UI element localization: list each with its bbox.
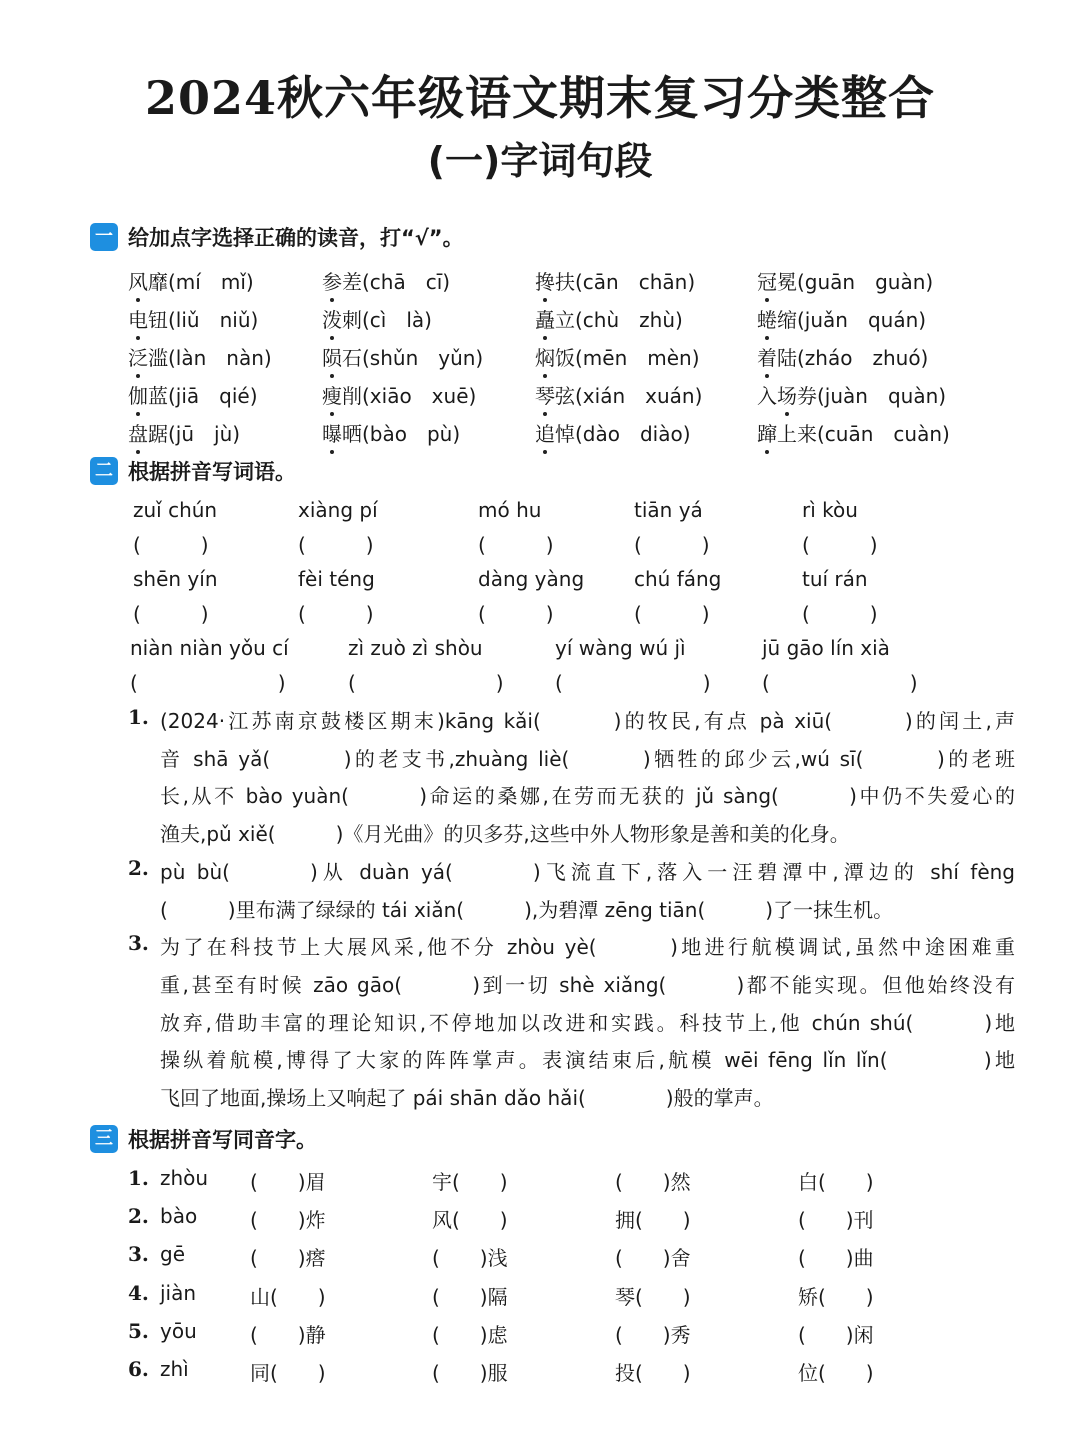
dotted-word: 蹿上来 xyxy=(757,422,817,446)
reading-item xyxy=(535,304,683,333)
pinyin-word: mó hu xyxy=(478,498,542,522)
answer-blank[interactable]: ( ) xyxy=(348,671,504,695)
dotted-word-wrap xyxy=(128,304,168,333)
answer-blank[interactable]: ( ) xyxy=(478,602,554,626)
paragraph-line: 放弃,借助丰富的理论知识,不停地加以改进和实践。科技节上,他 chún shú( )地 xyxy=(160,1010,1015,1035)
dotted-word: 盘踞 xyxy=(128,422,168,446)
dotted-word-wrap xyxy=(757,380,817,409)
section-2-heading xyxy=(90,456,296,486)
dotted-word: 电钮 xyxy=(128,308,168,332)
emphasis-dot-icon xyxy=(543,374,547,378)
dotted-word-wrap xyxy=(128,342,168,371)
row-pinyin: bào xyxy=(160,1204,198,1229)
reading-options: (xián xuán) xyxy=(575,384,703,408)
emphasis-dot-icon xyxy=(136,412,140,416)
reading-options: (shǔn yǔn) xyxy=(362,346,484,370)
row-pinyin: zhì xyxy=(160,1357,189,1381)
answer-blank[interactable]: ( ) xyxy=(802,533,878,557)
dotted-word: 泛滥 xyxy=(128,346,168,370)
homophone-blank[interactable]: 白( ) xyxy=(798,1170,874,1194)
dotted-word-wrap xyxy=(322,266,362,295)
pinyin-word: zuǐ chún xyxy=(133,498,218,522)
homophone-blank[interactable]: 投( ) xyxy=(615,1361,691,1385)
reading-options: (guān guàn) xyxy=(797,270,934,294)
reading-options: (làn nàn) xyxy=(168,346,272,370)
homophone-blank[interactable]: 位( ) xyxy=(798,1361,874,1385)
reading-options: (xiāo xuē) xyxy=(362,384,477,408)
dotted-word: 冠冕 xyxy=(757,270,797,294)
pinyin-word: shēn yín xyxy=(133,567,218,591)
homophone-blank[interactable]: ( )刊 xyxy=(798,1208,874,1233)
homophone-blank[interactable]: ( )服 xyxy=(432,1361,508,1385)
reading-item xyxy=(322,342,483,371)
section-3-title: 根据拼音写同音字。 xyxy=(128,1128,317,1152)
reading-options: (cān chān) xyxy=(575,270,696,294)
dotted-word: 琴弦 xyxy=(535,384,575,408)
answer-blank[interactable]: ( ) xyxy=(555,671,711,695)
homophone-blank[interactable]: 山( ) xyxy=(250,1284,326,1309)
pinyin-word: yí wàng wú jì xyxy=(555,636,686,660)
dotted-word-wrap xyxy=(757,304,797,333)
dotted-word-wrap xyxy=(322,342,362,371)
reading-options: (dào diào) xyxy=(575,422,691,446)
row-number: 1. xyxy=(128,1166,149,1190)
homophone-blank[interactable]: ( )虑 xyxy=(432,1322,508,1347)
emphasis-dot-icon xyxy=(543,450,547,454)
answer-blank[interactable]: ( ) xyxy=(298,602,374,626)
emphasis-dot-icon xyxy=(330,412,334,416)
paragraph-number: 1. xyxy=(128,705,149,729)
emphasis-dot-icon xyxy=(136,298,140,302)
homophone-blank[interactable]: ( )瘩 xyxy=(250,1246,326,1271)
reading-item xyxy=(535,266,695,295)
reading-options: (mí mǐ) xyxy=(168,270,254,294)
answer-blank[interactable]: ( ) xyxy=(634,602,710,626)
homophone-blank[interactable]: ( )眉 xyxy=(250,1170,326,1194)
reading-options: (jū jù) xyxy=(168,422,241,446)
dotted-word-wrap xyxy=(757,418,817,447)
reading-options: (juǎn quán) xyxy=(797,308,927,332)
dotted-word-wrap xyxy=(535,304,575,333)
emphasis-dot-icon xyxy=(543,412,547,416)
row-number: 3. xyxy=(128,1242,149,1267)
paragraph-line: pù bù( )从 duàn yá( )飞流直下,落入一汪碧潭中,潭边的 shí fèng xyxy=(160,859,1015,884)
reading-item xyxy=(757,418,950,447)
emphasis-dot-icon xyxy=(765,450,769,454)
row-number: 2. xyxy=(128,1204,149,1229)
homophone-blank[interactable]: 宇( ) xyxy=(432,1170,508,1194)
paragraph-line: 操纵着航模,博得了大家的阵阵掌声。表演结束后,航模 wēi fēng lǐn lǐn( )地 xyxy=(160,1048,1015,1073)
row-pinyin: jiàn xyxy=(160,1280,197,1305)
pinyin-word: jū gāo lín xià xyxy=(762,636,890,660)
pinyin-word: dàng yàng xyxy=(478,567,585,591)
homophone-blank[interactable]: ( )浅 xyxy=(432,1246,508,1271)
reading-options: (bào pù) xyxy=(362,422,461,446)
dotted-word-wrap xyxy=(128,418,168,447)
pinyin-word: chú fáng xyxy=(634,567,722,591)
paragraph-number: 3. xyxy=(128,931,149,956)
paragraph-line: ( )里布满了绿绿的 tái xiǎn( ),为碧潭 zēng tiān( )了一抹生机。 xyxy=(160,897,894,922)
reading-item xyxy=(535,380,702,409)
reading-item xyxy=(128,380,258,409)
dotted-word: 着陆 xyxy=(757,346,797,370)
reading-item xyxy=(128,342,272,371)
reading-item xyxy=(128,418,240,447)
section-3-heading xyxy=(90,1124,317,1154)
reading-options: (chā cī) xyxy=(362,270,451,294)
answer-blank[interactable]: ( ) xyxy=(478,533,554,557)
pinyin-word: zì zuò zì shòu xyxy=(348,636,483,660)
row-number: 5. xyxy=(128,1318,149,1343)
homophone-blank[interactable]: ( )闲 xyxy=(798,1322,874,1347)
dotted-word: 伽蓝 xyxy=(128,384,168,408)
page-title: 2024秋六年级语文期末复习分类整合 xyxy=(144,71,936,125)
emphasis-dot-icon xyxy=(330,374,334,378)
reading-item xyxy=(322,418,460,447)
dotted-word-wrap xyxy=(535,342,575,371)
section-3-badge: 三 xyxy=(90,1125,118,1153)
reading-item xyxy=(757,342,928,371)
reading-options: (zháo zhuó) xyxy=(797,346,929,370)
paragraph-line: 长,从不 bào yuàn( )命运的桑娜,在劳而无获的 jǔ sàng( )中仍不失爱心的 xyxy=(160,784,1015,809)
emphasis-dot-icon xyxy=(330,298,334,302)
homophone-blank[interactable]: 矫( ) xyxy=(798,1284,874,1309)
answer-blank[interactable]: ( ) xyxy=(634,533,710,557)
homophone-blank[interactable]: ( )曲 xyxy=(798,1246,874,1271)
reading-options: (cì là) xyxy=(362,308,432,332)
homophone-blank[interactable]: ( )炸 xyxy=(250,1208,326,1233)
pinyin-word: fèi téng xyxy=(298,567,375,591)
dotted-word: 矗立 xyxy=(535,308,575,332)
homophone-blank[interactable]: ( )秀 xyxy=(615,1322,691,1347)
reading-options: (chù zhù) xyxy=(575,308,683,332)
paragraph-line: 飞回了地面,操场上又响起了 pái shān dǎo hǎi( )般的掌声。 xyxy=(160,1086,774,1110)
emphasis-dot-icon xyxy=(765,374,769,378)
dotted-word: 瘦削 xyxy=(322,384,362,408)
row-pinyin: zhòu xyxy=(160,1166,209,1190)
emphasis-dot-icon xyxy=(136,374,140,378)
answer-blank[interactable]: ( ) xyxy=(298,533,374,557)
dotted-word: 追悼 xyxy=(535,422,575,446)
dotted-word-wrap xyxy=(128,266,168,295)
paragraph-line: 音 shā yǎ( )的老支书,zhuàng liè( )牺牲的邱少云,wú sī( )的老班 xyxy=(160,746,1015,771)
dotted-word-wrap xyxy=(535,380,575,409)
reading-options: (cuān cuàn) xyxy=(817,422,950,446)
dotted-word: 搀扶 xyxy=(535,270,575,294)
emphasis-dot-icon xyxy=(330,336,334,340)
paragraph-line: (2024·江苏南京鼓楼区期末)kāng kǎi( )的牧民,有点 pà xiū( )的闰土,声 xyxy=(160,709,1015,733)
homophone-blank[interactable]: 琴( ) xyxy=(615,1284,691,1309)
reading-item xyxy=(128,304,258,333)
emphasis-dot-icon xyxy=(543,298,547,302)
emphasis-dot-icon xyxy=(765,298,769,302)
reading-item xyxy=(535,342,700,371)
dotted-word: 蜷缩 xyxy=(757,308,797,332)
homophone-blank[interactable]: 拥( ) xyxy=(615,1208,691,1233)
emphasis-dot-icon xyxy=(765,336,769,340)
paragraph-line: 重,甚至有时候 zāo gāo( )到一切 shè xiǎng( )都不能实现。但他始终没有 xyxy=(160,972,1015,997)
pinyin-word: xiàng pí xyxy=(298,498,378,522)
pinyin-word: tuí rán xyxy=(802,567,868,591)
paragraph-number: 2. xyxy=(128,855,149,880)
dotted-word-wrap xyxy=(322,304,362,333)
reading-options: (mēn mèn) xyxy=(575,346,700,370)
section-2-title: 根据拼音写词语。 xyxy=(128,460,296,484)
page-subtitle: (一)字词句段 xyxy=(427,139,653,183)
reading-item xyxy=(535,418,691,447)
section-1-title: 给加点字选择正确的读音，打“√”。 xyxy=(128,226,464,250)
dotted-word: 陨石 xyxy=(322,346,362,370)
emphasis-dot-icon xyxy=(330,450,334,454)
answer-blank[interactable]: ( ) xyxy=(130,671,286,695)
emphasis-dot-icon xyxy=(136,450,140,454)
section-1-badge: 一 xyxy=(90,223,118,251)
emphasis-dot-icon xyxy=(785,412,789,416)
row-number: 4. xyxy=(128,1280,149,1305)
paragraph-line: 渔夫,pǔ xiě( )《月光曲》的贝多芬,这些中外人物形象是善和美的化身。 xyxy=(160,822,850,847)
reading-options: (liǔ niǔ) xyxy=(168,308,259,332)
homophone-blank[interactable]: ( )然 xyxy=(615,1170,691,1194)
pinyin-word: niàn niàn yǒu cí xyxy=(130,636,289,660)
dotted-word: 风靡 xyxy=(128,270,168,294)
homophone-blank[interactable]: ( )隔 xyxy=(432,1284,508,1309)
dotted-word-wrap xyxy=(322,418,362,447)
reading-item xyxy=(757,266,933,295)
homophone-blank[interactable]: ( )静 xyxy=(250,1322,326,1347)
section-2-badge: 二 xyxy=(90,457,118,485)
reading-item xyxy=(757,304,926,333)
dotted-word: 泼刺 xyxy=(322,308,362,332)
row-pinyin: yōu xyxy=(160,1318,197,1343)
dotted-word: 焖饭 xyxy=(535,346,575,370)
pinyin-word: rì kòu xyxy=(802,498,858,522)
pinyin-word: tiān yá xyxy=(634,498,703,522)
homophone-blank[interactable]: 风( ) xyxy=(432,1208,508,1233)
reading-options: (juàn quàn) xyxy=(817,384,947,408)
answer-blank[interactable]: ( ) xyxy=(133,602,209,626)
reading-item xyxy=(322,304,432,333)
answer-blank[interactable]: ( ) xyxy=(802,602,878,626)
paragraph-line: 为了在科技节上大展风采,他不分 zhòu yè( )地进行航模调试,虽然中途困难重 xyxy=(160,935,1015,960)
dotted-word-wrap xyxy=(322,380,362,409)
row-number: 6. xyxy=(128,1357,149,1381)
homophone-blank[interactable]: ( )舍 xyxy=(615,1246,691,1271)
section-1-heading xyxy=(90,222,464,252)
dotted-word: 入场券 xyxy=(757,384,817,408)
dotted-word-wrap xyxy=(757,342,797,371)
dotted-word-wrap xyxy=(757,266,797,295)
reading-item xyxy=(322,380,476,409)
dotted-word-wrap xyxy=(128,380,168,409)
row-pinyin: gē xyxy=(160,1242,185,1267)
answer-blank[interactable]: ( ) xyxy=(133,533,209,557)
reading-options: (jiā qié) xyxy=(168,384,258,408)
reading-item xyxy=(757,380,946,409)
emphasis-dot-icon xyxy=(136,336,140,340)
homophone-blank[interactable]: 同( ) xyxy=(250,1361,326,1385)
dotted-word-wrap xyxy=(535,418,575,447)
reading-item xyxy=(128,266,254,295)
emphasis-dot-icon xyxy=(543,336,547,340)
reading-item xyxy=(322,266,450,295)
dotted-word-wrap xyxy=(535,266,575,295)
dotted-word: 参差 xyxy=(322,270,362,294)
dotted-word: 曝晒 xyxy=(322,422,362,446)
answer-blank[interactable]: ( ) xyxy=(762,671,918,695)
